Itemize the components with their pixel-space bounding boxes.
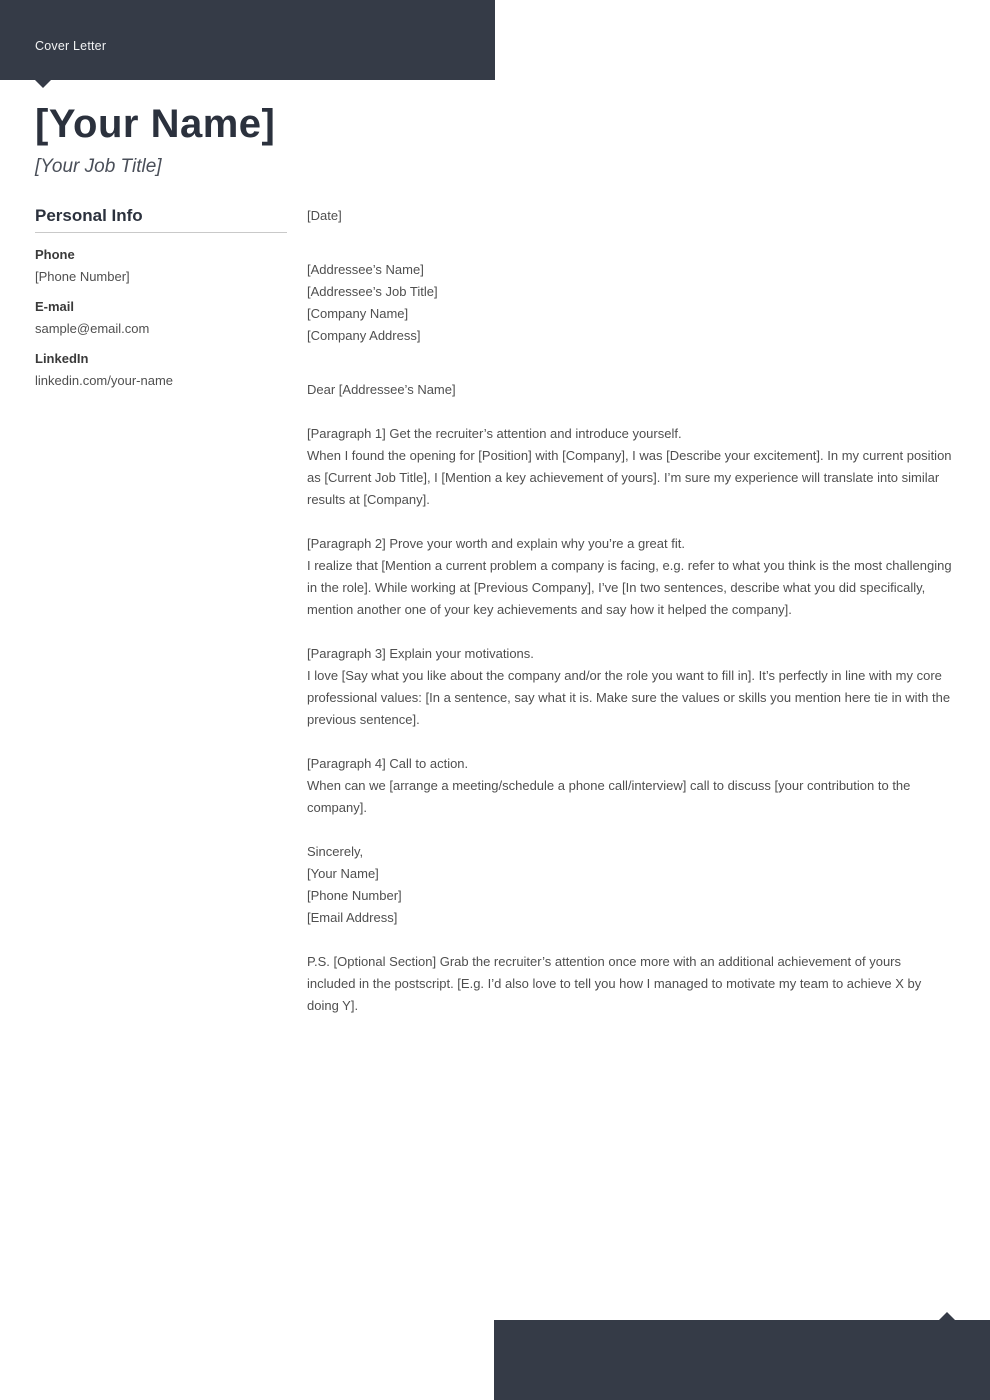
salutation xyxy=(307,379,952,401)
letter-line: [Email Address] xyxy=(307,910,398,925)
bottom-band-pointer-icon xyxy=(939,1312,955,1320)
personal-info-list xyxy=(35,244,287,392)
letter-line: [Paragraph 4] Call to action. xyxy=(307,756,469,771)
top-band-label: Cover Letter xyxy=(35,39,107,53)
letter-line: [Paragraph 1] Get the recruiter’s attention and introduce yourself. xyxy=(307,426,682,441)
job-title: [Your Job Title] xyxy=(35,156,162,177)
letter-body xyxy=(307,205,952,1017)
letter-line: [Addressee’s Name] xyxy=(307,262,424,277)
letter-line: [Addressee’s Job Title] xyxy=(307,284,438,299)
letter-line: Dear [Addressee’s Name] xyxy=(307,382,456,397)
letter-line: [Date] xyxy=(307,208,342,223)
personal-info-sidebar xyxy=(35,205,287,400)
letter-line: [Phone Number] xyxy=(307,888,402,903)
document-columns xyxy=(35,205,952,1017)
personal-info-item xyxy=(35,348,287,392)
personal-info-label: LinkedIn xyxy=(35,351,89,366)
personal-info-value: [Phone Number] xyxy=(35,269,130,284)
paragraph-1 xyxy=(307,423,952,511)
cover-letter-document xyxy=(0,80,990,1017)
date-block xyxy=(307,205,952,227)
personal-info-item xyxy=(35,296,287,340)
personal-info-value: linkedin.com/your-name xyxy=(35,373,174,388)
letter-line: [Paragraph 3] Explain your motivations. xyxy=(307,646,534,661)
paragraph-2 xyxy=(307,533,952,621)
letter-line: I love [Say what you like about the company and/or the role you want to fill in]. It’s perfectly in line with my core professional values: [In a sentence, say what it is. Make sure the values or skills you mention here tie in with the previous sentence]. xyxy=(307,668,951,727)
letter-line: When I found the opening for [Position] with [Company], I was [Describe your excitement]. In my current position as [Current Job Title], I [Mention a key achievement of yours]. I’m sure my experience will translate into similar results at [Company]. xyxy=(307,448,952,507)
letter-line: [Paragraph 2] Prove your worth and explain why you’re a great fit. xyxy=(307,536,685,551)
paragraph-3 xyxy=(307,643,952,731)
letter-line: When can we [arrange a meeting/schedule a phone call/interview] call to discuss [your contribution to the company]. xyxy=(307,778,911,815)
paragraph-4 xyxy=(307,753,952,819)
personal-info-label: Phone xyxy=(35,247,75,262)
personal-info-item xyxy=(35,244,287,288)
letter-line: [Company Name] xyxy=(307,306,409,321)
letter-line: I realize that [Mention a current problem a company is facing, e.g. refer to what you think is the most challenging in the role]. While working at [Previous Company], I’ve [In two sentences, describe what you did specifically, mention another one of your key achievements and say how it helped the company]. xyxy=(307,558,952,617)
personal-info-value: sample@email.com xyxy=(35,321,150,336)
bottom-footer-band xyxy=(494,1320,990,1400)
your-name-heading: [Your Name] xyxy=(35,102,276,146)
addressee-block xyxy=(307,259,952,347)
personal-info-heading: Personal Info xyxy=(35,205,287,233)
letter-line: Sincerely, xyxy=(307,844,364,859)
postscript xyxy=(307,951,952,1017)
top-header-band xyxy=(0,0,495,80)
personal-info-label: E-mail xyxy=(35,299,75,314)
letter-line: [Your Name] xyxy=(307,866,379,881)
letter-line: [Company Address] xyxy=(307,328,421,343)
signoff xyxy=(307,841,952,929)
letter-line: P.S. [Optional Section] Grab the recruiter’s attention once more with an additional achievement of yours included in the postscript. [E.g. I’d also love to tell you how I managed to motivate my team to achieve X by doing Y]. xyxy=(307,954,922,1013)
